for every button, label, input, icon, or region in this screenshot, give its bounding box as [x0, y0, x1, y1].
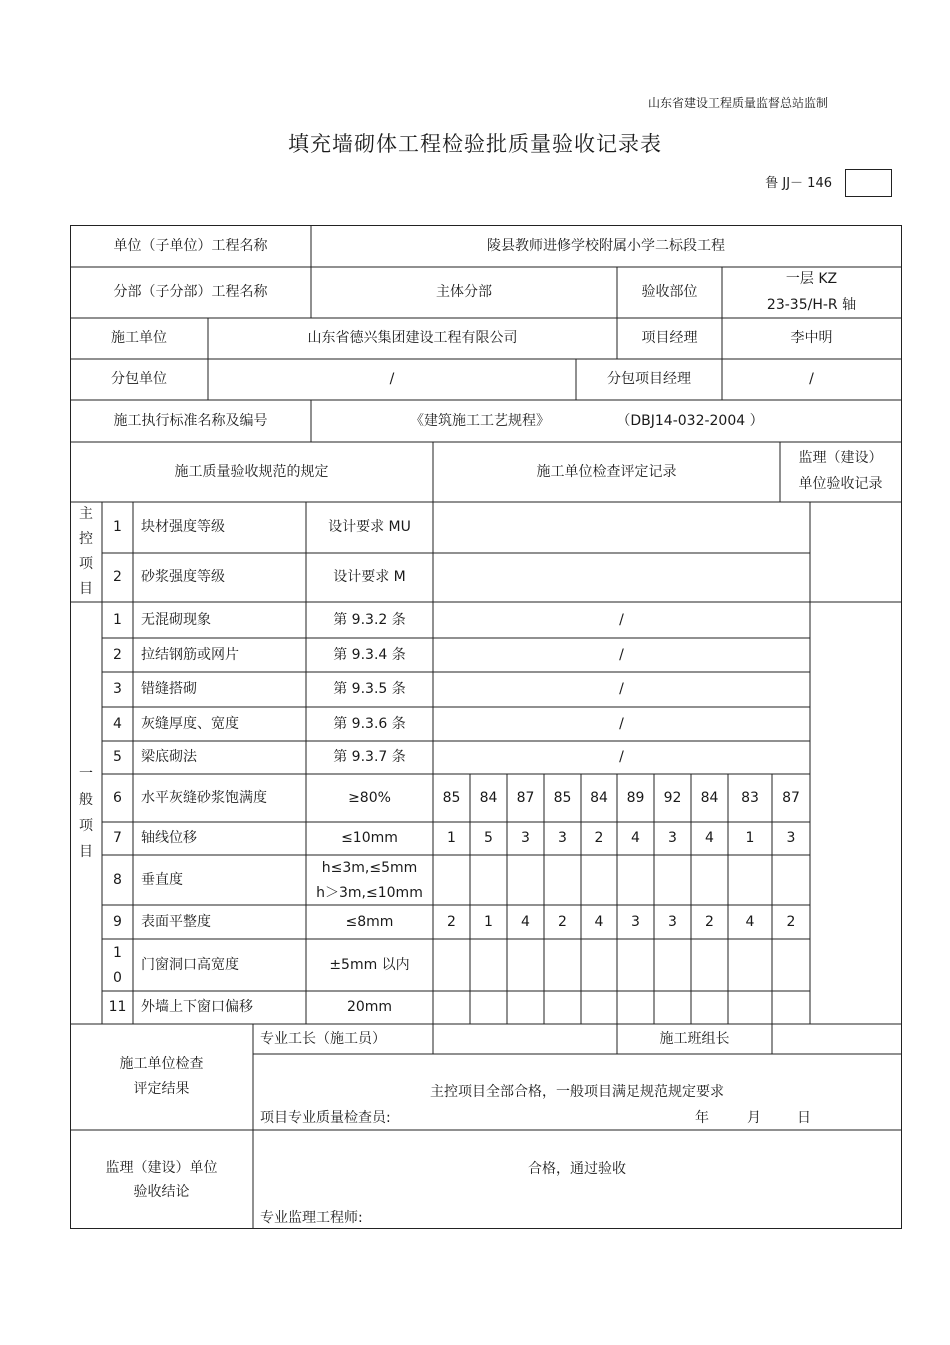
measurement-value[interactable]: 83	[741, 789, 759, 806]
measurement-value[interactable]: 4	[594, 913, 604, 930]
measurement-value[interactable]: 87	[516, 789, 535, 806]
inspection-part-value-line2[interactable]: 23-35/H-R 轴	[766, 296, 857, 313]
general-item-req: ≥80%	[348, 789, 391, 806]
general-item-no: 7	[113, 830, 122, 846]
page-title: 填充墙砌体工程检验批质量验收记录表	[288, 132, 662, 156]
general-item-name: 轴线位移	[141, 830, 197, 846]
record-column-header: 施工单位检查评定记录	[536, 463, 677, 480]
measurement-value[interactable]: 3	[668, 913, 677, 930]
general-item-name: 梁底砌法	[141, 749, 197, 765]
general-group-char: 项	[79, 818, 93, 834]
general-item-name: 表面平整度	[141, 913, 211, 930]
sub-pm-value[interactable]: /	[809, 371, 814, 387]
contractor-value[interactable]: 山东省德兴集团建设工程有限公司	[307, 330, 518, 346]
inspector-label: 项目专业质量检查员:	[260, 1110, 391, 1126]
general-item-no: 5	[113, 749, 122, 765]
foreman-label: 专业工长（施工员）	[260, 1030, 386, 1047]
measurement-value[interactable]: 3	[558, 830, 567, 846]
standard-code[interactable]: （DBJ14-032-2004 ）	[616, 412, 764, 429]
general-item-record[interactable]: /	[619, 611, 624, 628]
foreman-value[interactable]	[433, 1024, 617, 1054]
supervision-engineer-label: 专业监理工程师:	[260, 1210, 363, 1226]
measurement-value[interactable]: 3	[631, 913, 640, 930]
measurement-value[interactable]: 2	[447, 913, 456, 930]
measurement-value[interactable]: 89	[626, 789, 645, 806]
standard-label: 施工执行标准名称及编号	[113, 412, 268, 429]
measurement-value[interactable]: 92	[663, 789, 682, 806]
supervision-conclusion[interactable]: 合格，通过验收	[528, 1161, 626, 1177]
general-item-name: 外墙上下窗口偏移	[141, 999, 253, 1015]
general-item-req: ≤8mm	[345, 913, 394, 930]
subcontractor-value[interactable]: /	[389, 371, 395, 387]
general-item-no: 8	[113, 871, 122, 888]
inspection-part-label: 验收部位	[641, 284, 698, 300]
general-item-record[interactable]: /	[619, 749, 624, 765]
measurement-value[interactable]: 3	[786, 830, 796, 846]
main-group-char: 目	[79, 581, 93, 597]
subcontractor-label: 分包单位	[111, 371, 167, 387]
general-item-req: 第 9.3.4 条	[333, 646, 406, 663]
measurement-value[interactable]: 2	[786, 913, 796, 930]
general-item-req: 第 9.3.6 条	[333, 715, 406, 732]
supervision-label-line2: 验收结论	[133, 1184, 190, 1200]
measurement-value[interactable]: 85	[442, 789, 461, 806]
measurement-value[interactable]: 1	[484, 913, 493, 930]
result-label-line1: 施工单位检查	[119, 1056, 204, 1072]
sub-pm-label: 分包项目经理	[607, 371, 691, 387]
measurement-value[interactable]: 84	[700, 789, 719, 806]
measurement-value[interactable]: 1	[447, 830, 456, 846]
general-item-record[interactable]: /	[619, 715, 624, 732]
general-item-req: 第 9.3.7 条	[333, 749, 406, 765]
general-item-no-line2: 0	[113, 970, 122, 986]
general-item-req: 第 9.3.5 条	[333, 681, 406, 697]
main-item-name: 砂浆强度等级	[141, 569, 225, 585]
subdivision-label: 分部（子分部）工程名称	[113, 284, 268, 300]
general-item-name: 错缝搭砌	[141, 681, 197, 697]
form-code: 鲁 JJ－ 146	[765, 176, 832, 191]
general-item-record[interactable]: /	[619, 681, 624, 697]
day-label: 日	[797, 1110, 811, 1126]
general-item-req-line1: h≤3m,≤5mm	[321, 860, 418, 876]
general-item-no: 2	[113, 646, 122, 663]
result-conclusion[interactable]: 主控项目全部合格，一般项目满足规范规定要求	[430, 1084, 724, 1100]
general-item-no: 3	[113, 681, 122, 697]
measurement-value[interactable]: 1	[745, 830, 755, 846]
measurement-value[interactable]: 2	[705, 913, 714, 930]
general-item-name: 灰缝厚度、宽度	[141, 715, 239, 732]
general-item-no: 11	[108, 999, 127, 1015]
measurement-value[interactable]: 2	[594, 830, 604, 846]
main-group-char: 控	[79, 531, 93, 547]
issuer-note: 山东省建设工程质量监督总站监制	[647, 96, 828, 110]
general-item-no: 9	[113, 913, 122, 930]
main-item-no: 2	[113, 569, 122, 585]
measurement-value[interactable]: 4	[745, 913, 755, 930]
team-leader-label: 施工班组长	[659, 1030, 730, 1047]
measurement-value[interactable]: 87	[782, 789, 800, 806]
general-item-req: ≤10mm	[341, 830, 398, 846]
general-group-char: 一	[79, 766, 93, 782]
general-item-req: ±5mm 以内	[329, 956, 410, 973]
general-item-req: 第 9.3.2 条	[333, 611, 406, 628]
general-item-req-line2: h＞3m,≤10mm	[316, 885, 423, 901]
supervision-column-header-line2: 单位验收记录	[798, 476, 883, 492]
month-label: 月	[747, 1110, 761, 1126]
general-item-no-line1: 1	[113, 945, 122, 961]
general-item-name: 门窗洞口高宽度	[141, 956, 239, 973]
supervision-label-line1: 监理（建设）单位	[105, 1160, 218, 1176]
standard-name[interactable]: 《建筑施工工艺规程》	[410, 412, 550, 429]
project-name-value[interactable]: 陵县教师进修学校附属小学二标段工程	[487, 237, 725, 254]
general-item-no: 1	[113, 611, 122, 628]
general-item-req: 20mm	[346, 999, 393, 1015]
measurement-value[interactable]: 3	[521, 830, 530, 846]
contractor-label: 施工单位	[111, 330, 167, 346]
measurement-value[interactable]: 5	[484, 830, 493, 846]
spec-column-header: 施工质量验收规范的规定	[174, 463, 329, 480]
subdivision-value[interactable]: 主体分部	[436, 284, 492, 300]
general-item-name: 无混砌现象	[141, 611, 211, 628]
year-label: 年	[695, 1110, 709, 1126]
main-item-name: 块材强度等级	[141, 519, 225, 535]
measurement-value[interactable]: 84	[590, 789, 608, 806]
main-item-no: 1	[113, 519, 122, 535]
project-manager-value[interactable]: 李中明	[790, 330, 833, 346]
inspection-part-value-line1[interactable]: 一层 KZ	[785, 271, 838, 287]
main-group-char: 主	[79, 506, 93, 522]
result-label-line2: 评定结果	[133, 1081, 190, 1097]
supervision-column-header-line1: 监理（建设）	[798, 450, 883, 466]
general-item-name: 垂直度	[141, 871, 183, 888]
measurement-value[interactable]: 4	[521, 913, 530, 930]
main-item-req: 设计要求 M	[333, 569, 406, 585]
general-item-name: 水平灰缝砂浆饱满度	[141, 789, 267, 806]
general-group-char: 目	[79, 844, 93, 860]
general-item-no: 6	[113, 789, 122, 806]
measurement-value[interactable]: 85	[553, 789, 572, 806]
measurement-value[interactable]: 3	[668, 830, 677, 846]
team-leader-value[interactable]	[772, 1024, 901, 1054]
measurement-value[interactable]: 4	[705, 830, 714, 846]
measurement-value[interactable]: 84	[479, 789, 498, 806]
main-group-char: 项	[79, 556, 93, 572]
measurement-value[interactable]: 4	[631, 830, 640, 846]
main-item-req: 设计要求 MU	[328, 519, 411, 535]
general-group-char: 般	[79, 792, 93, 808]
project-manager-label: 项目经理	[641, 330, 698, 346]
general-item-record[interactable]: /	[619, 646, 624, 663]
project-name-label: 单位（子单位）工程名称	[113, 237, 268, 254]
general-item-no: 4	[113, 715, 122, 732]
general-item-name: 拉结钢筋或网片	[141, 646, 239, 663]
measurement-value[interactable]: 2	[558, 913, 567, 930]
